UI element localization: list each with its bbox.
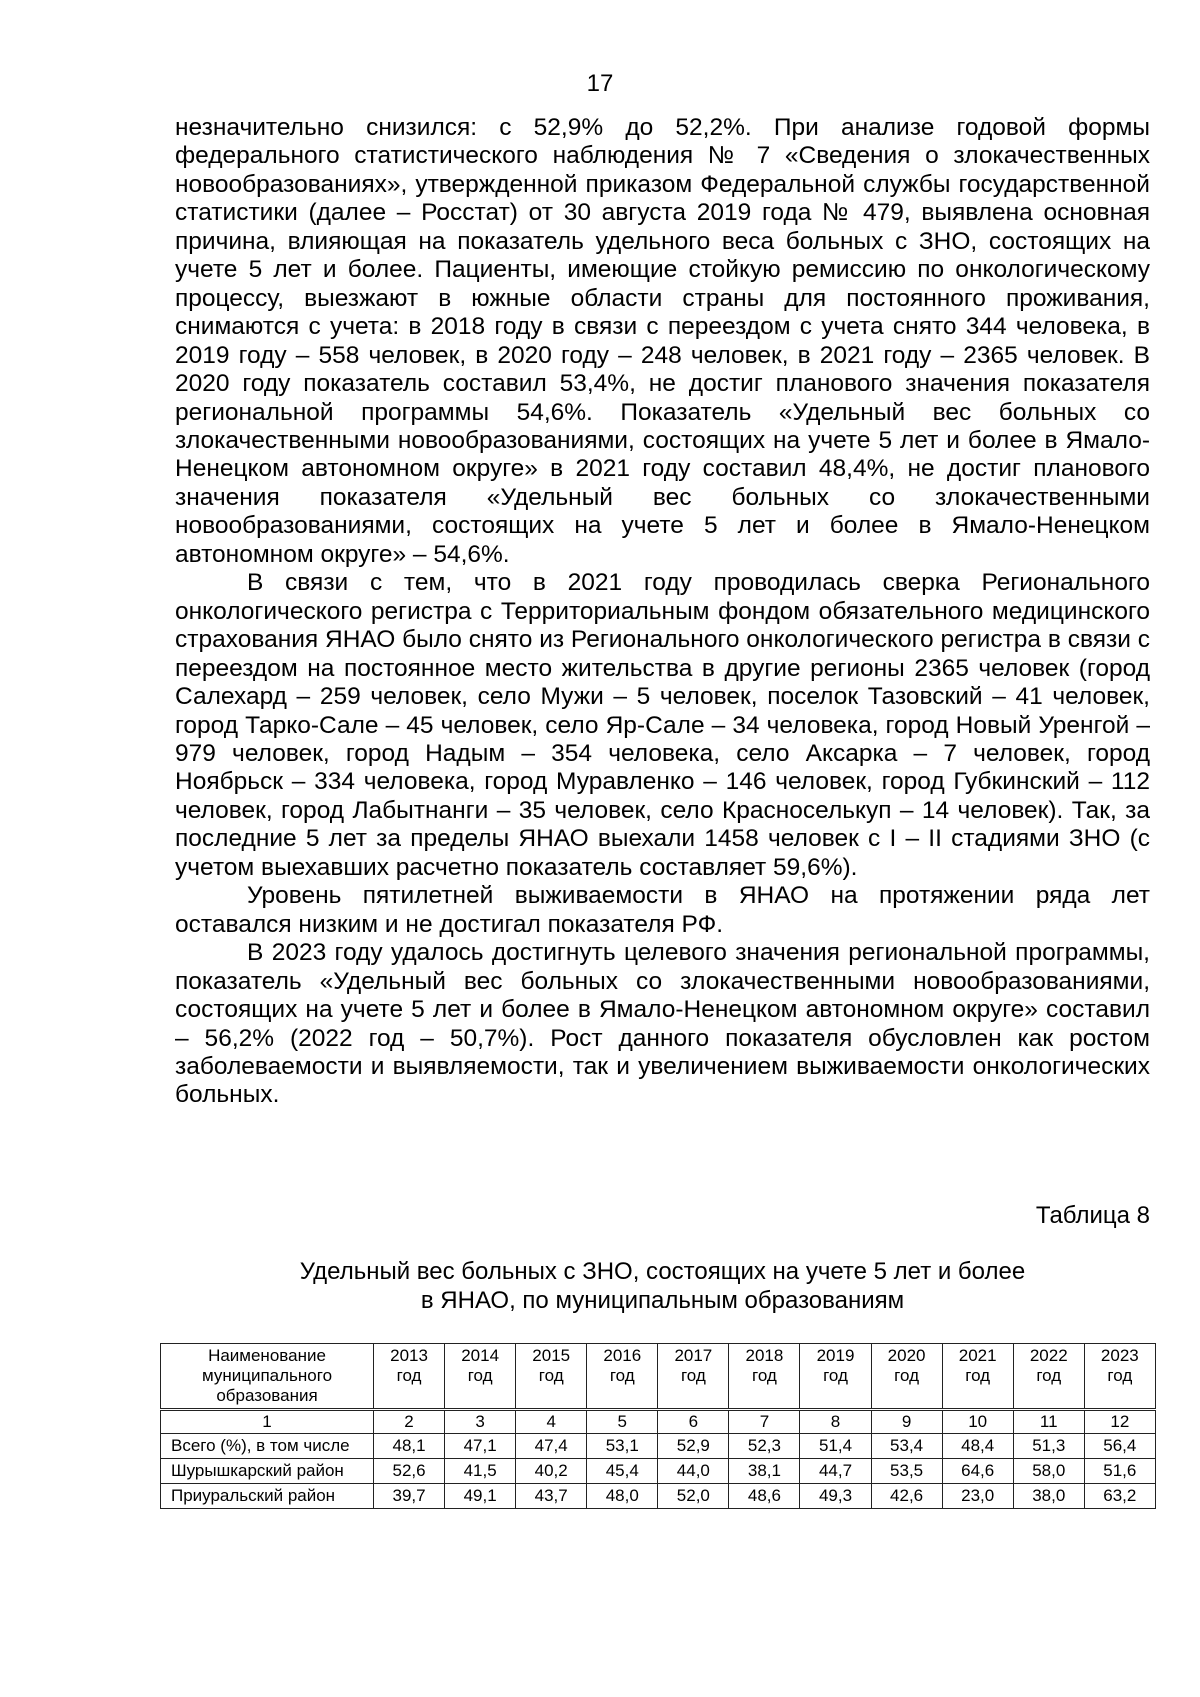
- table-header-row: [161, 1344, 1156, 1410]
- table-row: [161, 1459, 1156, 1484]
- cell-value: 47,4: [516, 1434, 587, 1459]
- cell-value: 48,6: [729, 1484, 800, 1509]
- cell-value: 53,1: [587, 1434, 658, 1459]
- cell-value: 38,0: [1013, 1484, 1084, 1509]
- cell-value: 48,1: [374, 1434, 445, 1459]
- row-name: Всего (%), в том числе: [161, 1434, 374, 1459]
- table-label: Таблица 8: [1035, 1202, 1150, 1229]
- column-number: 7: [729, 1410, 800, 1434]
- column-number: 3: [445, 1410, 516, 1434]
- table-title-line-1: Удельный вес больных с ЗНО, состоящих на учете 5 лет и более: [299, 1258, 1026, 1285]
- cell-value: 23,0: [942, 1484, 1013, 1509]
- column-number: 2: [374, 1410, 445, 1434]
- cell-value: 48,0: [587, 1484, 658, 1509]
- cell-value: 38,1: [729, 1459, 800, 1484]
- cell-value: 49,1: [445, 1484, 516, 1509]
- cell-value: 39,7: [374, 1484, 445, 1509]
- cell-value: 52,9: [658, 1434, 729, 1459]
- header-name: Наименование муниципального образования: [161, 1344, 374, 1410]
- cell-value: 48,4: [942, 1434, 1013, 1459]
- column-number: 11: [1013, 1410, 1084, 1434]
- cell-value: 47,1: [445, 1434, 516, 1459]
- cell-value: 58,0: [1013, 1459, 1084, 1484]
- table-title: [175, 1258, 1150, 1315]
- paragraph-1: незначительно снизился: с 52,9% до 52,2%. При анализе годовой формы федерального статистического наблюдения № 7 «Сведения о злокачественных новообразованиях», утвержденной приказом Федеральной службы государственной статистики (далее – Росстат) от 30 августа 2019 года № 479, выявлена основная причина, влияющая на показатель удельного веса больных с ЗНО, состоящих на учете 5 лет и более. Пациенты, имеющие стойкую ремиссию по онкологическому процессу, выезжают в южные области страны для постоянного проживания, снимаются с учета: в 2018 году в связи с переездом с учета снято 344 человека, в 2019 году – 558 человек, в 2020 году – 248 человек, в 2021 году – 2365 человек. В 2020 году показатель составил 53,4%, не достиг планового значения показателя региональной программы 54,6%. Показатель «Удельный вес больных со злокачественными новообразованиями, состоящих на учете 5 лет и более в Ямало-Ненецком автономном округе» в 2021 году составил 48,4%, не достиг планового значения показателя «Удельный вес больных со злокачественными новообразованиями, состоящих на учете 5 лет и более в Ямало-Ненецком автономном округе» – 54,6%.: [175, 114, 1150, 568]
- column-number: 4: [516, 1410, 587, 1434]
- cell-value: 52,0: [658, 1484, 729, 1509]
- header-year: 2015 год: [516, 1344, 587, 1410]
- table-title-line-2: в ЯНАО, по муниципальным образованиям: [420, 1286, 905, 1314]
- header-year: 2020 год: [871, 1344, 942, 1410]
- header-year: 2023 год: [1084, 1344, 1155, 1410]
- header-year: 2021 год: [942, 1344, 1013, 1410]
- column-number: 10: [942, 1410, 1013, 1434]
- column-number: 1: [161, 1410, 374, 1434]
- column-number: 6: [658, 1410, 729, 1434]
- cell-value: 45,4: [587, 1459, 658, 1484]
- cell-value: 53,4: [871, 1434, 942, 1459]
- page-number: 17: [586, 70, 614, 97]
- cell-value: 42,6: [871, 1484, 942, 1509]
- cell-value: 51,6: [1084, 1459, 1155, 1484]
- row-name: Приуральский район: [161, 1484, 374, 1509]
- header-year: 2014 год: [445, 1344, 516, 1410]
- cell-value: 52,3: [729, 1434, 800, 1459]
- row-name: Шурышкарский район: [161, 1459, 374, 1484]
- header-year: 2017 год: [658, 1344, 729, 1410]
- cell-value: 52,6: [374, 1459, 445, 1484]
- column-number: 5: [587, 1410, 658, 1434]
- cell-value: 49,3: [800, 1484, 871, 1509]
- cell-value: 40,2: [516, 1459, 587, 1484]
- header-year: 2018 год: [729, 1344, 800, 1410]
- header-year: 2022 год: [1013, 1344, 1084, 1410]
- cell-value: 44,7: [800, 1459, 871, 1484]
- cell-value: 63,2: [1084, 1484, 1155, 1509]
- data-table: [160, 1343, 1156, 1509]
- paragraph-2: В связи с тем, что в 2021 году проводилась сверка Регионального онкологического регистра с Территориальным фондом обязательного медицинского страхования ЯНАО было снято из Регионального онкологического регистра в связи с переездом на постоянное место жительства в другие регионы 2365 человек (город Салехард – 259 человек, село Мужи – 5 человек, поселок Тазовский – 41 человек, город Тарко-Сале – 45 человек, село Яр-Сале – 34 человека, город Новый Уренгой – 979 человек, город Надым – 354 человека, село Аксарка – 7 человек, город Ноябрьск – 334 человека, город Муравленко – 146 человек, город Губкинский – 112 человек, город Лабытнанги – 35 человек, село Красноселькуп – 14 человек). Так, за последние 5 лет за пределы ЯНАО выехали 1458 человек с I – II стадиями ЗНО (с учетом выехавших расчетно показатель составляет 59,6%).: [175, 569, 1150, 881]
- column-number: 12: [1084, 1410, 1155, 1434]
- body-text: [175, 114, 1150, 1110]
- cell-value: 51,4: [800, 1434, 871, 1459]
- cell-value: 64,6: [942, 1459, 1013, 1484]
- cell-value: 51,3: [1013, 1434, 1084, 1459]
- column-number-row: [161, 1410, 1156, 1434]
- header-year: 2019 год: [800, 1344, 871, 1410]
- cell-value: 43,7: [516, 1484, 587, 1509]
- cell-value: 41,5: [445, 1459, 516, 1484]
- cell-value: 53,5: [871, 1459, 942, 1484]
- paragraph-4: В 2023 году удалось достигнуть целевого значения региональной программы, показатель «Удельный вес больных со злокачественными новообразованиями, состоящих на учете 5 лет и более в Ямало-Ненецком автономном округе» составил – 56,2% (2022 год – 50,7%). Рост данного показателя обусловлен как ростом заболеваемости и выявляемости, так и увеличением выживаемости онкологических больных.: [175, 939, 1150, 1109]
- paragraph-3: Уровень пятилетней выживаемости в ЯНАО на протяжении ряда лет оставался низким и не достигал показателя РФ.: [175, 882, 1150, 938]
- column-number: 8: [800, 1410, 871, 1434]
- header-year: 2013 год: [374, 1344, 445, 1410]
- cell-value: 44,0: [658, 1459, 729, 1484]
- column-number: 9: [871, 1410, 942, 1434]
- table-row: [161, 1434, 1156, 1459]
- table-row: [161, 1484, 1156, 1509]
- header-year: 2016 год: [587, 1344, 658, 1410]
- cell-value: 56,4: [1084, 1434, 1155, 1459]
